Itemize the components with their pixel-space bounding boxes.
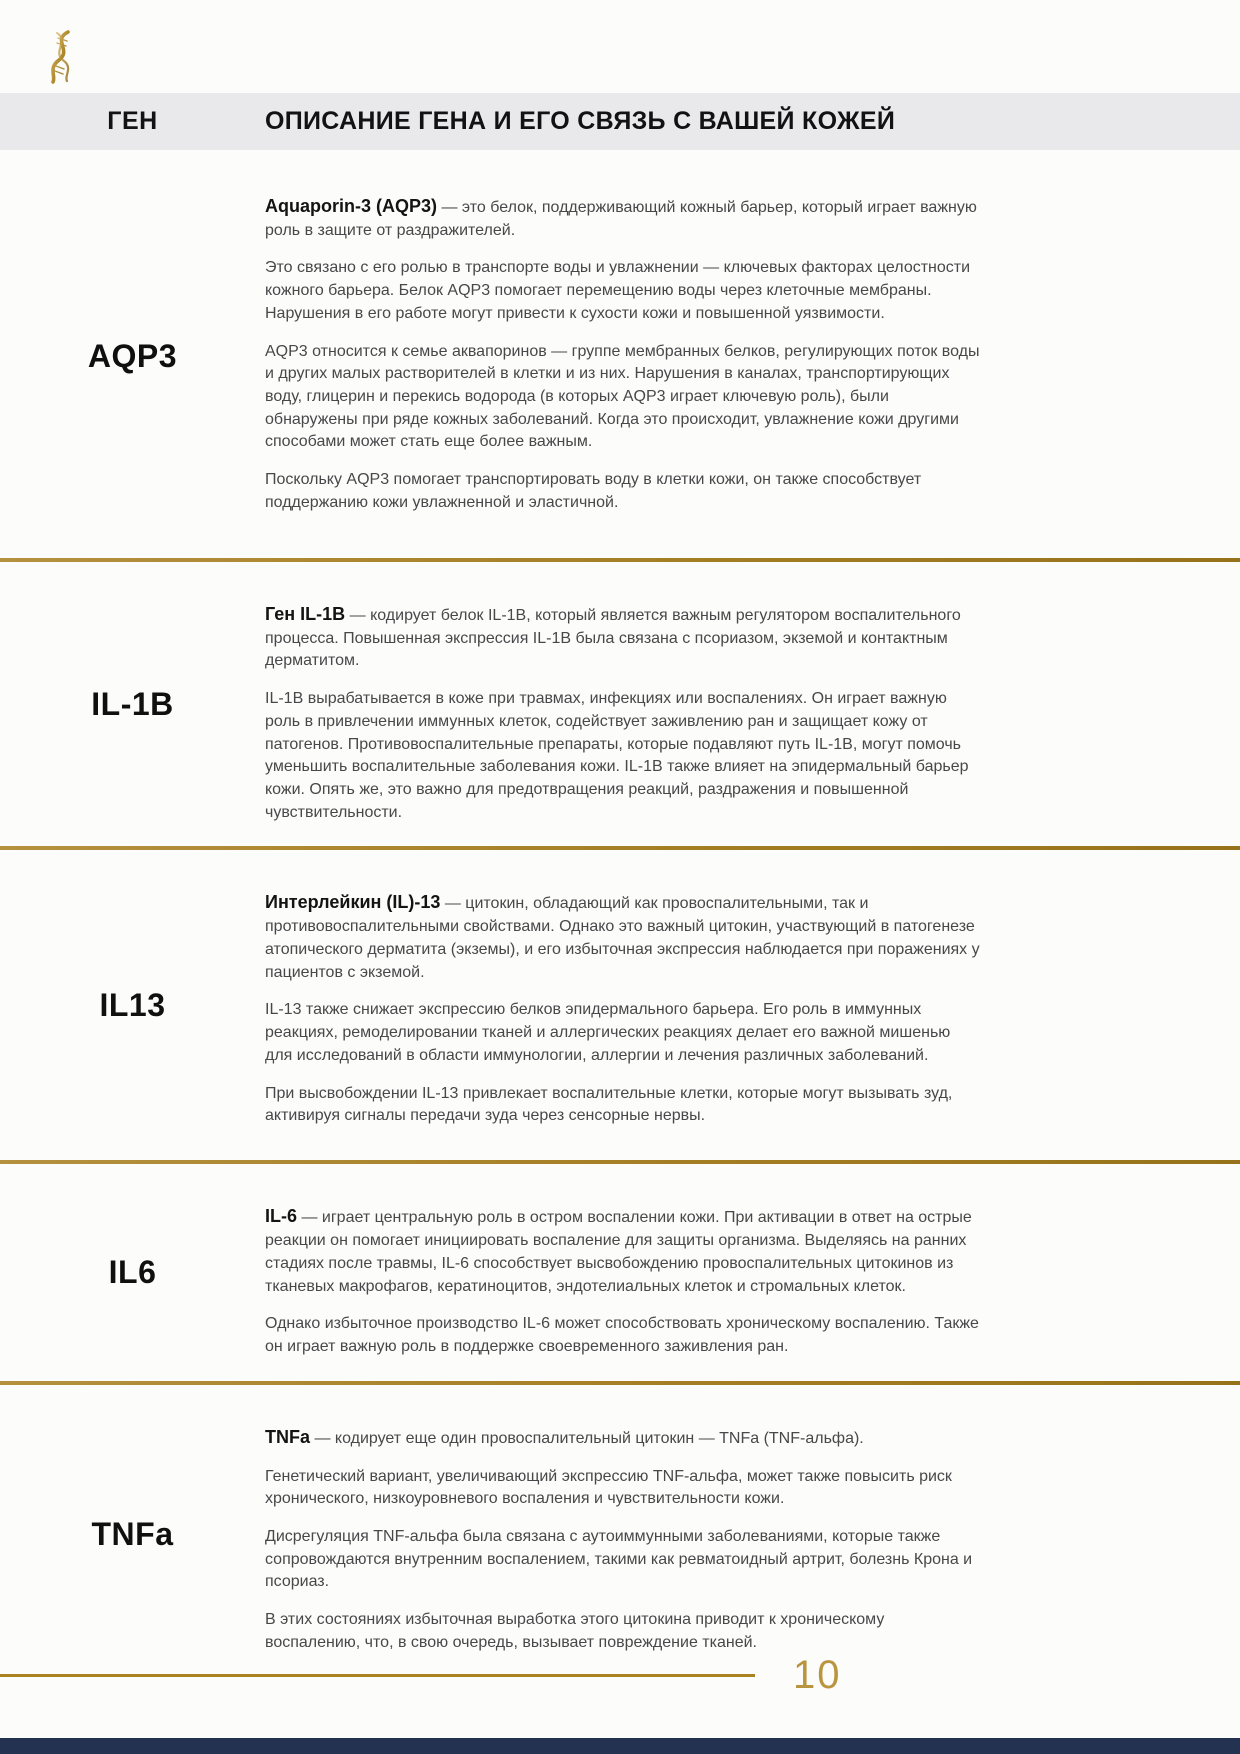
gene-paragraph: Ген IL-1B — кодирует белок IL-1B, который является важным регулятором воспалительного процесса. Повышенная экспрессия IL-1B была связана с псориазом, экземой и контактным дерматитом. (265, 604, 961, 670)
gene-name: IL-1B (91, 685, 174, 722)
gene-paragraph: TNFa — кодирует еще один провоспалительный цитокин — TNFa (TNF-альфа). (265, 1426, 864, 1447)
gene-cell (0, 1385, 265, 1685)
gene-paragraph: IL-13 также снижает экспрессию белков эпидермального барьера. Его роль в иммунных реакциях, ремоделировании тканей и аллергических реакциях делает его важной мишенью для исследований в области иммунологии, аллергии и лечения различных заболеваний. (265, 1001, 951, 1064)
table-header (0, 93, 1240, 150)
gene-name: AQP3 (87, 337, 178, 374)
gene-lead-bold: TNFa (265, 1426, 310, 1447)
gene-paragraph: Интерлейкин (IL)-13 — цитокин, обладающий как провоспалительными, так и противовоспалительными свойствами. Однако это важный цитокин, участвующий в патогенезе атопического дерматита (экземы), и его избыточная экспрессия наблюдается при поражениях у пациентов с экземой. (265, 892, 980, 981)
gene-paragraph: В этих состояниях избыточная выработка этого цитокина приводит к хроническому воспалению, что, в свою очередь, вызывает повреждение тканей. (265, 1611, 885, 1651)
gene-paragraph: Генетический вариант, увеличивающий экспрессию TNF-альфа, может также повысить риск хронического, низкоуровневого воспаления и чувствительности кожи. (265, 1467, 952, 1508)
page-number: 10 (793, 1652, 842, 1697)
gene-row (0, 846, 1240, 1160)
gene-cell (0, 562, 265, 846)
gene-name: IL13 (99, 986, 166, 1023)
gene-paragraph: AQP3 относится к семье аквапоринов — группе мембранных белков, регулирующих поток воды и других малых растворителей в клетки и из них. Нарушения в каналах, транспортирующих воду, глицерин и перекись водорода (в которых AQP3 играет ключевую роль), были обнаружены при ряде кожных заболеваний. Когда это происходит, увлажнение кожи другими способами может стать еще более важным. (265, 342, 980, 451)
gene-row (0, 1160, 1240, 1380)
gene-paragraph: IL-1B вырабатывается в коже при травмах, инфекциях или воспалениях. Он играет важную роль в привлечении иммунных клеток, содействует заживлению ран и защищает кожу от патогенов. Противовоспалительные препараты, которые подавляют путь IL-1B, могут помочь уменьшить воспалительные заболевания кожи. IL-1B также влияет на эпидермальный барьер кожи. Опять же, это важно для предотвращения реакций, раздражения и повышенной чувствительности. (265, 690, 969, 821)
gene-cell (0, 850, 265, 1160)
gene-row (0, 150, 1240, 558)
gene-paragraph: Aquaporin-3 (AQP3) — это белок, поддерживающий кожный барьер, который играет важную роль в защите от раздражителей. (265, 196, 977, 239)
page-footer (0, 1652, 1240, 1698)
gene-paragraph: IL-6 — играет центральную роль в остром воспалении кожи. При активации в ответ на острые реакции он помогает инициировать воспаление для защиты организма. Выделяясь на ранних стадиях после травмы, IL-6 способствует высвобождению провоспалительных цитокинов из тканевых макрофагов, кератиноцитов, эндотелиальных клеток и стромальных клеток. (265, 1206, 972, 1295)
gene-name: TNFa (91, 1516, 174, 1553)
gene-row (0, 558, 1240, 846)
gene-paragraph: Поскольку AQP3 помогает транспортировать воду в клетки кожи, он также способствует поддержанию кожи увлажненной и эластичной. (265, 471, 922, 511)
header-description-column: ОПИСАНИЕ ГЕНА И ЕГО СВЯЗЬ С ВАШЕЙ КОЖЕЙ (265, 107, 896, 135)
gene-cell (0, 1164, 265, 1380)
dna-helix-logo-icon (44, 30, 80, 84)
gene-description (265, 154, 1010, 558)
gene-row (0, 1381, 1240, 1685)
gene-paragraph: Это связано с его ролью в транспорте воды и увлажнении — ключевых факторах целостности кожного барьера. Белок AQP3 помогает перемещению воды через клеточные мембраны. Нарушения в его работе могут привести к сухости кожи и повышенной уязвимости. (265, 259, 971, 322)
bottom-navy-bar (0, 1738, 1240, 1754)
gene-description (265, 850, 1010, 1160)
gene-description (265, 1385, 1010, 1685)
gene-lead-bold: Интерлейкин (IL)-13 (265, 892, 441, 913)
gene-name: IL6 (108, 1254, 157, 1291)
gene-paragraph: Однако избыточное производство IL-6 может способствовать хроническому воспалению. Также он играет важную роль в поддержке своевременного заживления ран. (265, 1315, 979, 1356)
header-gene-column: ГЕН (107, 107, 158, 135)
gene-description (265, 562, 1010, 846)
gene-description (265, 1164, 1010, 1380)
gene-cell (0, 154, 265, 558)
footer-gold-rule (0, 1674, 755, 1677)
gene-lead-bold: IL-6 (265, 1206, 298, 1227)
gene-paragraph: Дисрегуляция TNF-альфа была связана с аутоиммунными заболеваниями, которые также сопровождаются внутренним воспалением, такими как ревматоидный артрит, болезнь Крона и псориаз. (265, 1527, 973, 1591)
gene-table-body (0, 150, 1240, 1685)
gene-lead-bold: Aquaporin-3 (AQP3) (265, 196, 438, 216)
gene-lead-bold: Ген IL-1B (265, 604, 346, 624)
gene-paragraph: При высвобождении IL-13 привлекает воспалительные клетки, которые могут вызывать зуд, активируя сигналы передачи зуда через сенсорные нервы. (265, 1084, 953, 1125)
